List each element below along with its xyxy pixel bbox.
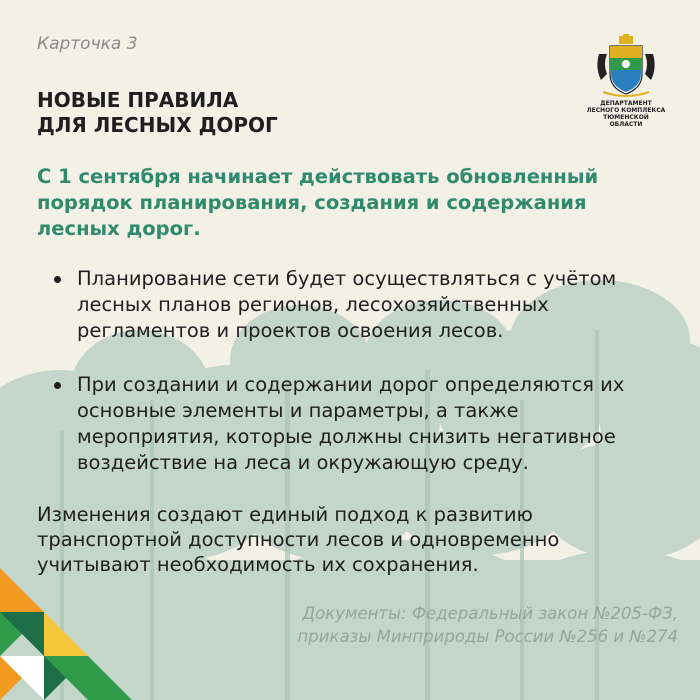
title-line-2: ДЛЯ ЛЕСНЫХ ДОРОГ: [37, 113, 278, 137]
documents-note: [178, 602, 678, 648]
bullet-icon: [54, 382, 61, 389]
department-line-1: ДЕПАРТАМЕНТ: [600, 100, 652, 107]
bullet-list: [50, 266, 660, 476]
documents-line-1: Документы: Федеральный закон №205-ФЗ,: [302, 604, 678, 623]
list-item: [50, 372, 660, 476]
department-logo: [586, 34, 666, 128]
bullet-icon: [54, 276, 61, 283]
page-title: [37, 88, 278, 138]
triangle-corner-decor-icon: [0, 568, 132, 700]
title-line-1: НОВЫЕ ПРАВИЛА: [37, 88, 239, 112]
coat-of-arms-icon: [595, 34, 657, 100]
department-line-3: ТЮМЕНСКОЙ ОБЛАСТИ: [603, 114, 649, 128]
department-line-2: ЛЕСНОГО КОМПЛЕКСА: [586, 107, 666, 114]
list-item: [50, 266, 660, 344]
department-name: [586, 100, 666, 128]
card-label: Карточка 3: [37, 34, 138, 54]
list-item-text: Планирование сети будет осуществляться с учётом лесных планов регионов, лесохозяйственных регламентов и проектов освоения лесов.: [77, 267, 617, 342]
lead-paragraph: С 1 сентября начинает действовать обновленный порядок планирования, создания и содержания лесных дорог.: [37, 165, 599, 240]
summary-paragraph: Изменения создают единый подход к развитию транспортной доступности лесов и одновременно учитывают необходимость их сохранения.: [37, 503, 560, 576]
list-item-text: При создании и содержании дорог определяются их основные элементы и параметры, а также мероприятия, которые должны снизить негативное воздействие на леса и окружающую среду.: [77, 373, 625, 474]
documents-line-2: приказы Минприроды России №256 и №274: [297, 627, 678, 646]
